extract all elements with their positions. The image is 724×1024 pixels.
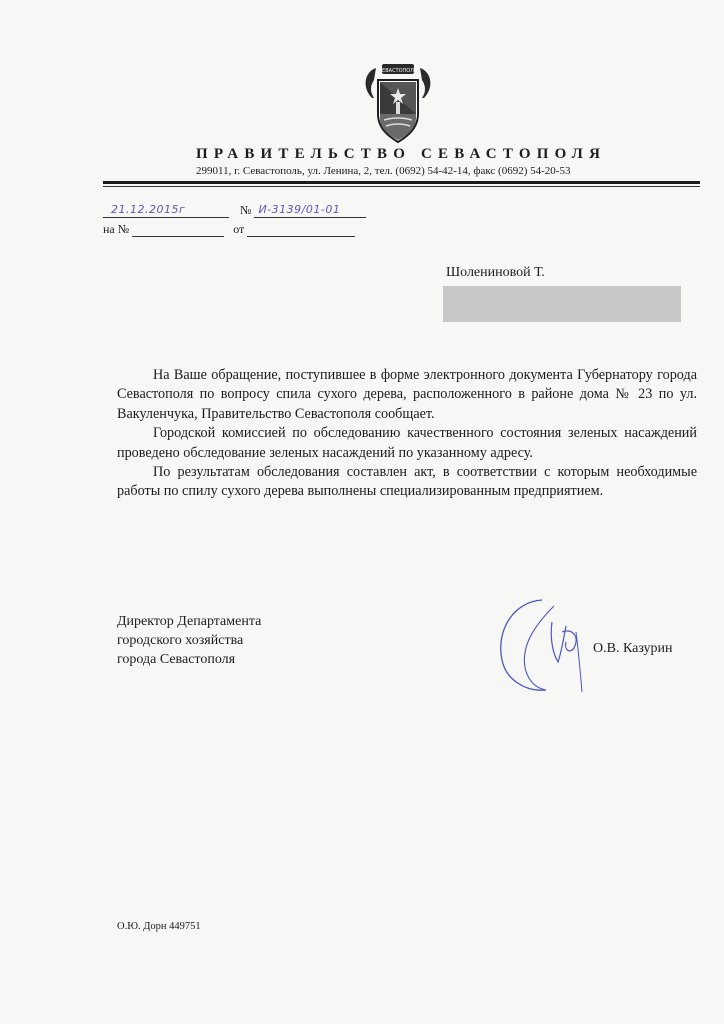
date-field <box>103 205 229 218</box>
body-paragraph: На Ваше обращение, поступившее в форме электронного документа Губернатору города Севастополя по вопросу спила сухого дерева, расположенного в районе дома № 23 по ул. Вакуленчука, Правительство Севастополя сообщает. <box>117 367 697 422</box>
signer-title <box>117 612 357 669</box>
from-label: от <box>233 222 245 236</box>
number-field <box>254 205 366 218</box>
body-paragraph: Городской комиссией по обследованию качественного состояния зеленых насаждений проведено обследование зеленых насаждений по указанному адресу. <box>117 425 697 461</box>
number-value: И-3139/01-01 <box>258 203 341 216</box>
in-reply-date-field <box>247 224 355 237</box>
letterhead-divider-thin <box>103 186 700 187</box>
body-paragraph: По результатам обследования составлен акт, в соответствии с которым необходимые работы по спилу сухого дерева выполнены специализированным предприятием. <box>117 464 697 500</box>
letter-body <box>117 366 697 502</box>
incoming-reference <box>103 222 355 237</box>
in-reply-label: на № <box>103 222 130 236</box>
sevastopol-coat-of-arms-icon <box>358 58 438 146</box>
emblem-ribbon-text: СЕВАСТОПОЛЬ <box>378 68 418 74</box>
executor-info: О.Ю. Дорн 449751 <box>117 921 201 932</box>
redacted-address-block <box>443 286 681 322</box>
letterhead-divider-thick <box>103 181 700 184</box>
signer-title-line: города Севастополя <box>117 652 236 667</box>
number-label: № <box>240 203 252 217</box>
handwritten-signature-icon <box>492 592 592 702</box>
in-reply-number-field <box>132 224 224 237</box>
signer-name: О.В. Казурин <box>593 641 673 656</box>
organization-name: ПРАВИТЕЛЬСТВО СЕВАСТОПОЛЯ <box>196 146 607 162</box>
signer-title-line: городского хозяйства <box>117 633 244 648</box>
outgoing-reference <box>103 203 366 218</box>
organization-address: 299011, г. Севастополь, ул. Ленина, 2, тел. (0692) 54-42-14, факс (0692) 54-20-53 <box>196 165 571 177</box>
recipient-name: Шолениновой Т. <box>446 265 545 280</box>
signer-title-line: Директор Департамента <box>117 614 262 629</box>
date-value: 21.12.2015г <box>111 203 186 216</box>
